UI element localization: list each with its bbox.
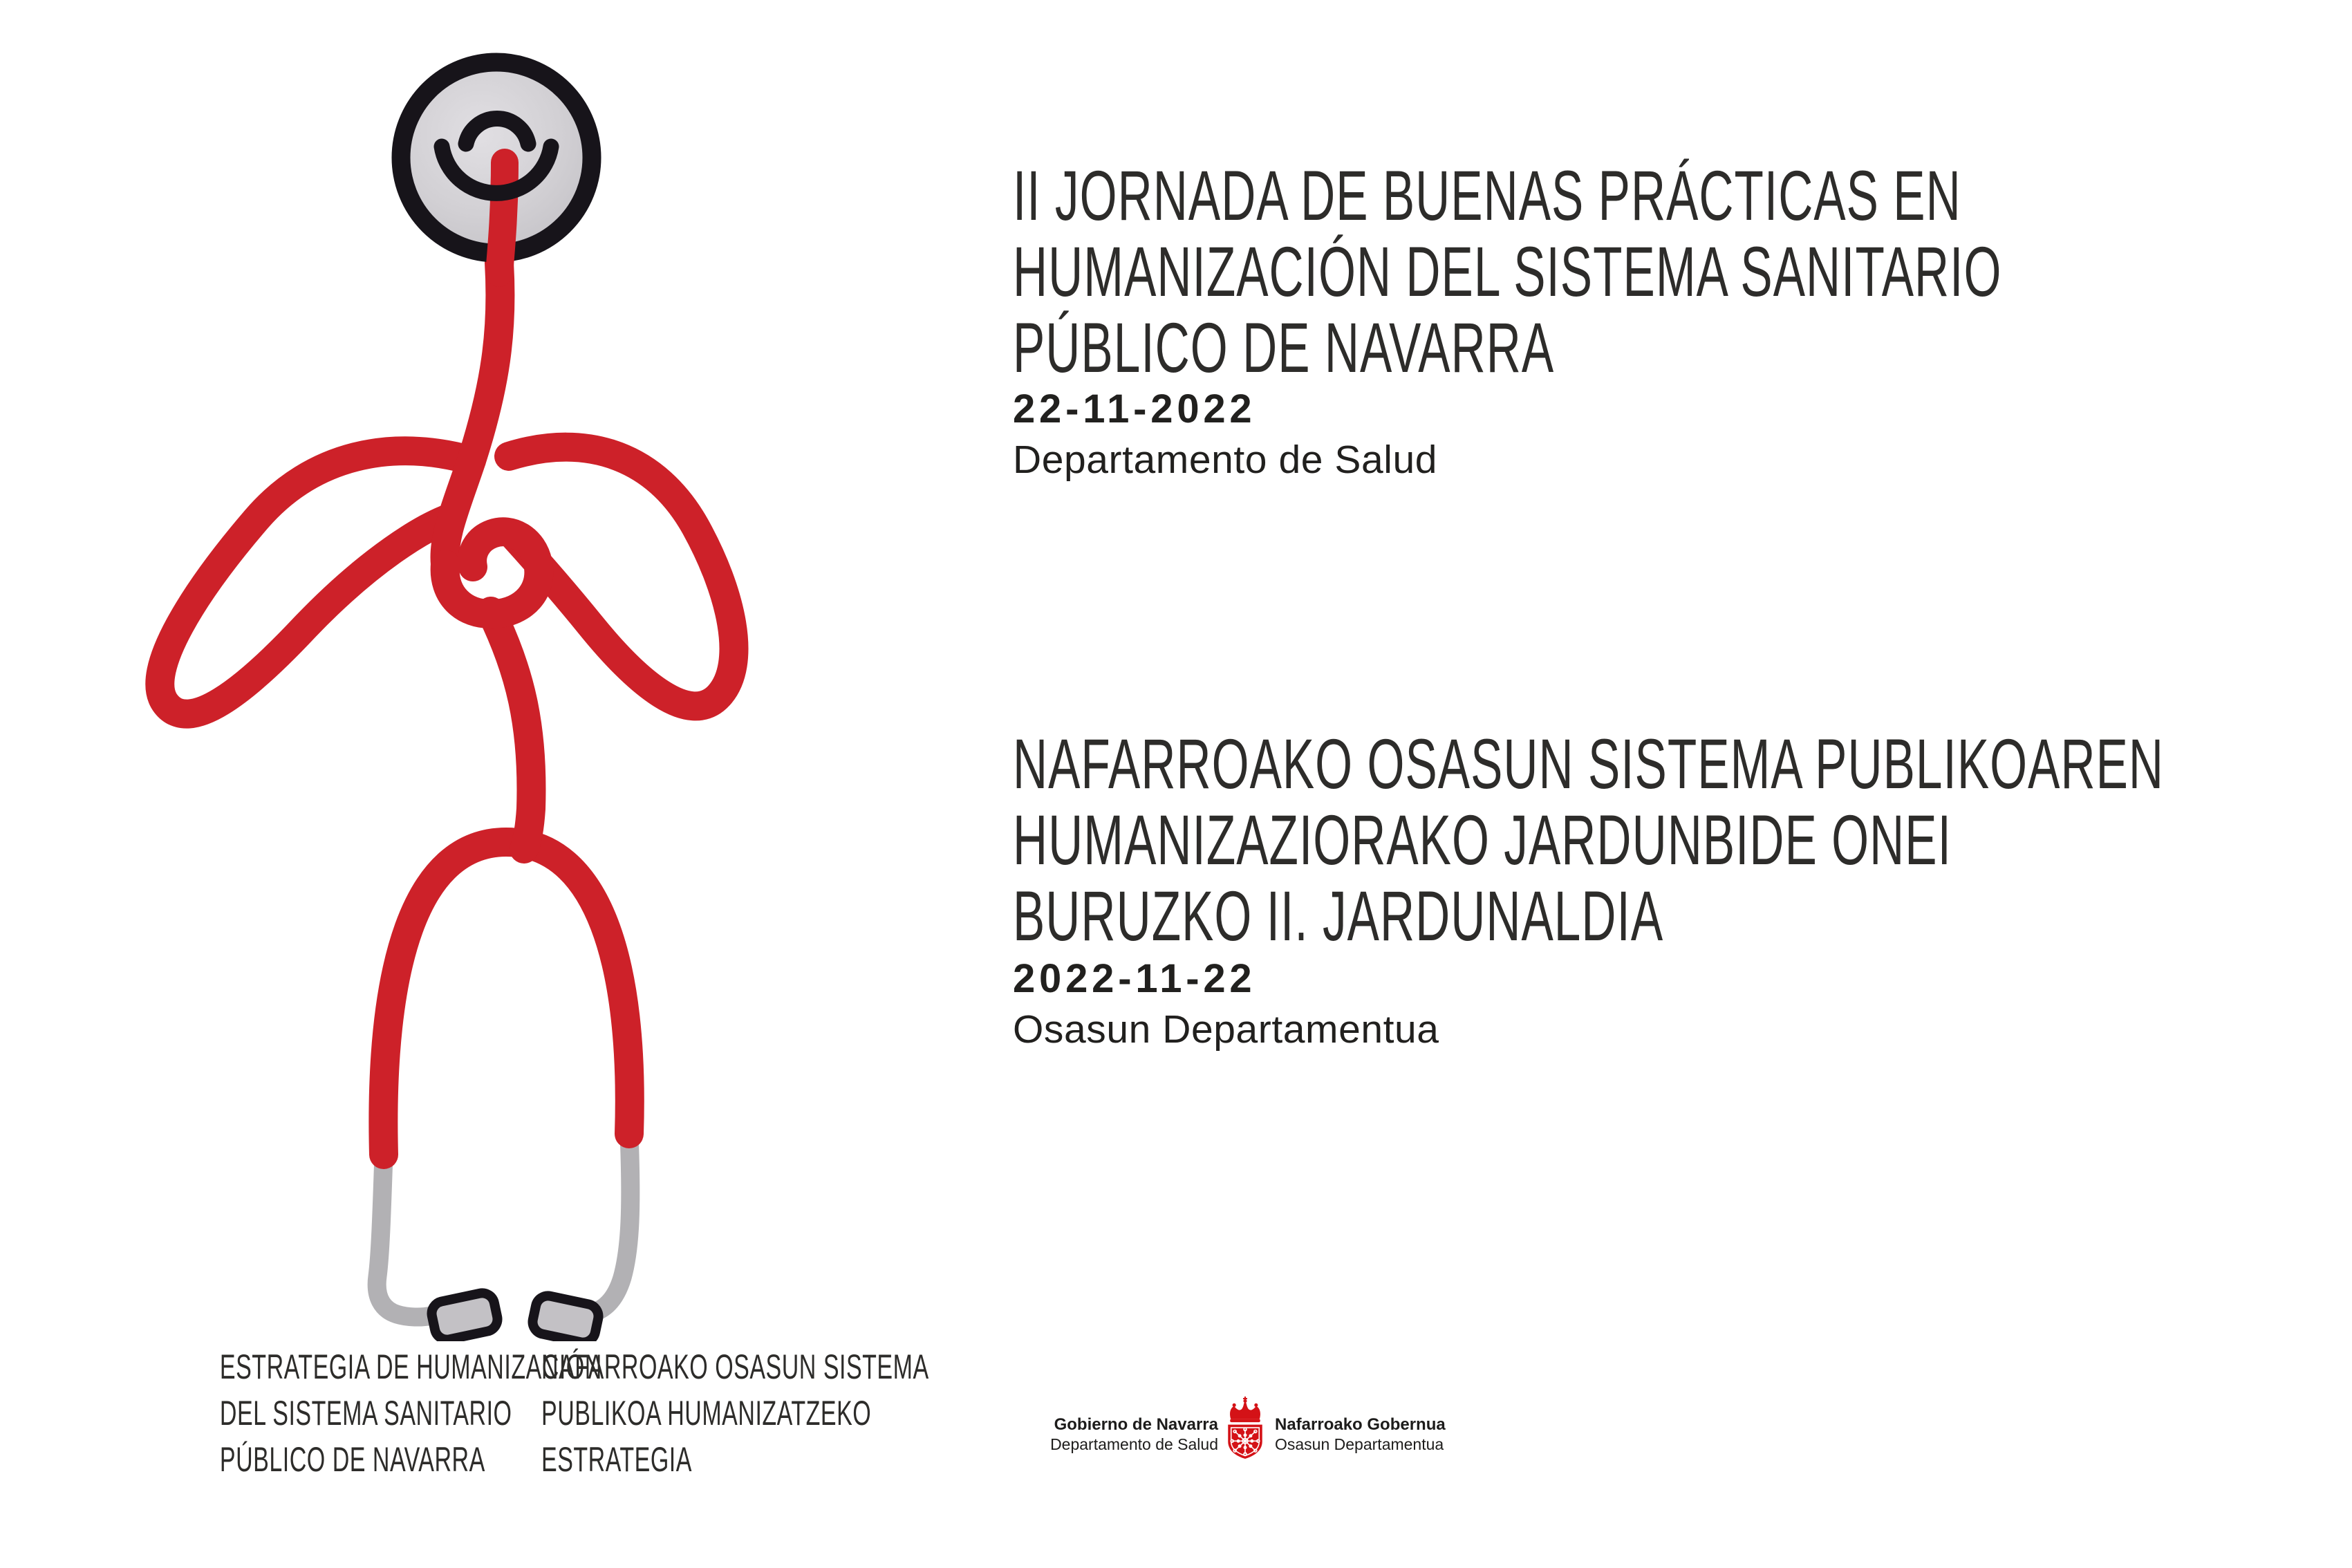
- eu-title-line: HUMANIZAZIORAKO JARDUNBIDE ONEI: [1013, 801, 1952, 879]
- logo-dept-eu: Osasun Departamentua: [1275, 1435, 1444, 1453]
- strategy-eu-line: ESTRATEGIA: [541, 1440, 692, 1479]
- stethoscope-person-illustration: [69, 41, 760, 1341]
- es-department: Departamento de Salud: [1013, 438, 1438, 482]
- strategy-es-line: DEL SISTEMA SANITARIO: [219, 1394, 512, 1432]
- logo-text-eu: [1275, 1415, 1446, 1455]
- eu-title-line: NAFARROAKO OSASUN SISTEMA PUBLIKOAREN: [1013, 725, 2165, 803]
- strategy-eu-line: PUBLIKOA HUMANIZATZEKO: [541, 1394, 872, 1432]
- es-title-line: HUMANIZACIÓN DEL SISTEMA SANITARIO: [1013, 232, 2002, 311]
- stethoscope-tubing: [160, 263, 734, 1155]
- eu-department: Osasun Departamentua: [1013, 1007, 1439, 1052]
- strategy-es-line: PÚBLICO DE NAVARRA: [219, 1440, 485, 1479]
- strategy-eu: [541, 1344, 1039, 1483]
- logo-org-es: Gobierno de Navarra: [1054, 1415, 1218, 1434]
- logo-org-eu: Nafarroako Gobernua: [1275, 1415, 1446, 1434]
- stethoscope-chestpiece-head: [401, 62, 592, 273]
- eu-title-line: BURUZKO II. JARDUNALDIA: [1013, 877, 1664, 955]
- navarra-coat-of-arms-icon: [1224, 1397, 1267, 1462]
- logo-dept-es: Departamento de Salud: [1050, 1435, 1218, 1453]
- strategy-es-line: ESTRATEGIA DE HUMANIZACIÓN: [219, 1347, 602, 1386]
- eu-title: [1013, 726, 2352, 954]
- stethoscope-ear-tip-icon: [429, 1291, 601, 1341]
- es-title: [1013, 158, 2352, 386]
- es-title-line: II JORNADA DE BUENAS PRÁCTICAS EN: [1013, 156, 1961, 235]
- es-title-line: PÚBLICO DE NAVARRA: [1013, 308, 1555, 387]
- eu-date: 2022-11-22: [1013, 956, 1256, 1001]
- es-date: 22-11-2022: [1013, 386, 1256, 431]
- strategy-es: [97, 1344, 602, 1483]
- strategy-eu-line: NAFARROAKO OSASUN SISTEMA: [541, 1347, 929, 1386]
- stethoscope-ear-tubes: [377, 1134, 631, 1317]
- logo-text-es: [935, 1415, 1218, 1455]
